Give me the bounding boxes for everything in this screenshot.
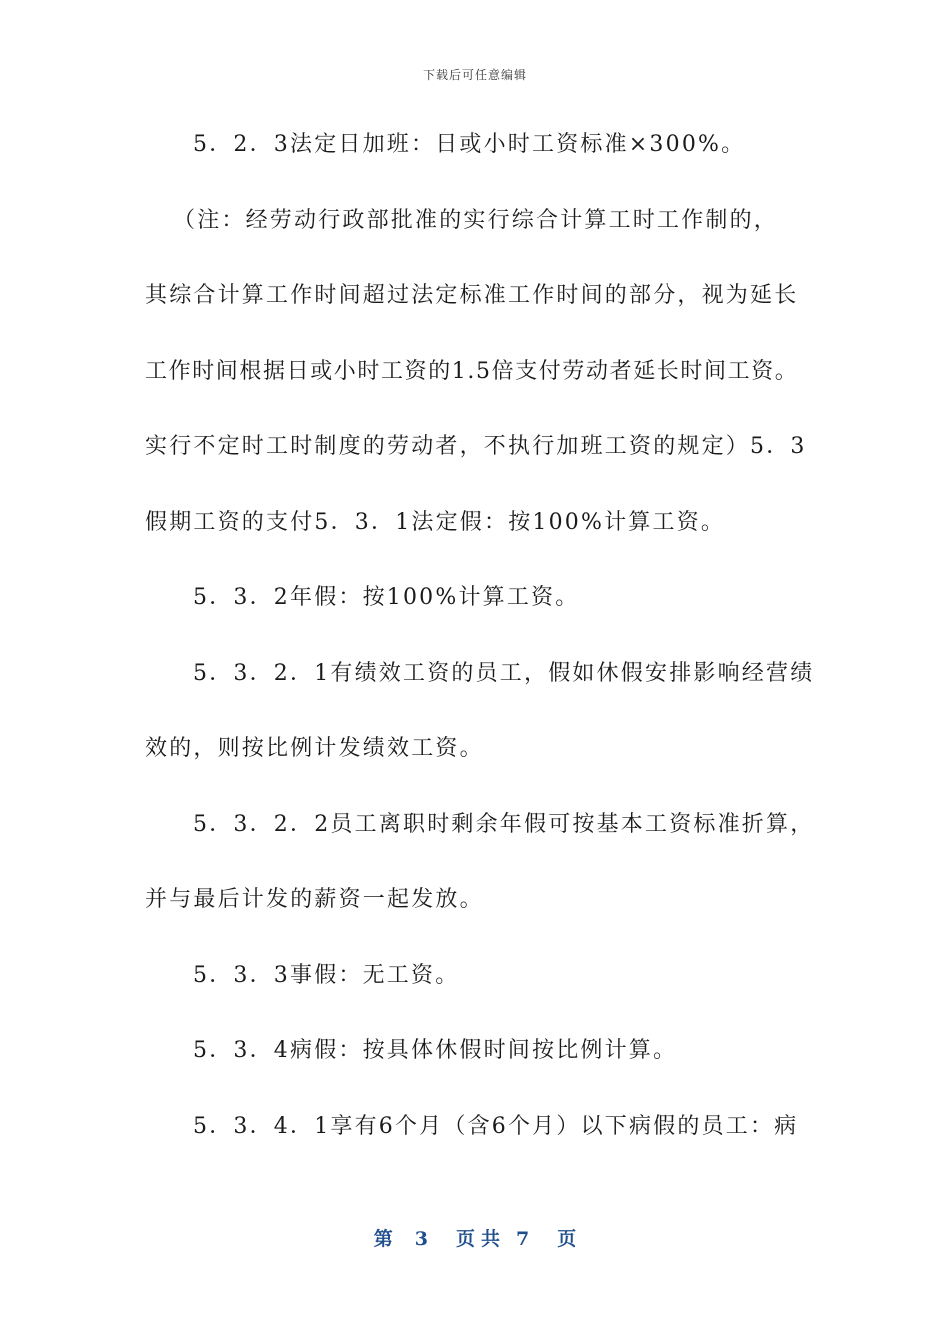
paragraph-line: 5．3．2．2员工离职时剩余年假可按基本工资标准折算， xyxy=(193,811,815,837)
paragraph-line: 5．2．3法定日加班：日或小时工资标准×300%。 xyxy=(193,132,746,157)
paragraph-line: 实行不定时工时制度的劳动者，不执行加班工资的规定）5．3 xyxy=(145,434,807,459)
page-footer xyxy=(0,1224,950,1251)
total-pages-number: 7 xyxy=(516,1228,530,1250)
paragraph-line: 5．3．4病假：按具体休假时间按比例计算。 xyxy=(193,1038,678,1063)
paragraph-line: 假期工资的支付5．3．1法定假：按100%计算工资。 xyxy=(145,509,726,535)
paragraph-line: 5．3．3事假：无工资。 xyxy=(193,962,460,988)
paragraph-line: 其综合计算工作时间超过法定标准工作时间的部分，视为延长 xyxy=(145,283,799,308)
paragraph-line: 效的，则按比例计发绩效工资。 xyxy=(145,736,484,761)
page-prefix: 第 xyxy=(373,1228,393,1250)
header-note: 下载后可任意编辑 xyxy=(422,68,527,82)
paragraph-line: 5．3．4．1享有6个月（含6个月）以下病假的员工：病 xyxy=(193,1113,799,1139)
paragraph-line: 5．3．2年假：按100%计算工资。 xyxy=(193,585,580,610)
paragraph-line: 并与最后计发的薪资一起发放。 xyxy=(145,887,484,912)
paragraph-line: 5．3．2．1有绩效工资的员工，假如休假安排影响经营绩 xyxy=(193,660,815,686)
document-body xyxy=(145,124,815,1181)
page-mid: 页共 xyxy=(455,1228,506,1250)
current-page-number: 3 xyxy=(414,1228,428,1250)
paragraph-line: （注：经劳动行政部批准的实行综合计算工时工作制的， xyxy=(173,207,779,233)
page-suffix: 页 xyxy=(557,1228,577,1250)
paragraph-line: 工作时间根据日或小时工资的1.5倍支付劳动者延长时间工资。 xyxy=(145,358,799,384)
